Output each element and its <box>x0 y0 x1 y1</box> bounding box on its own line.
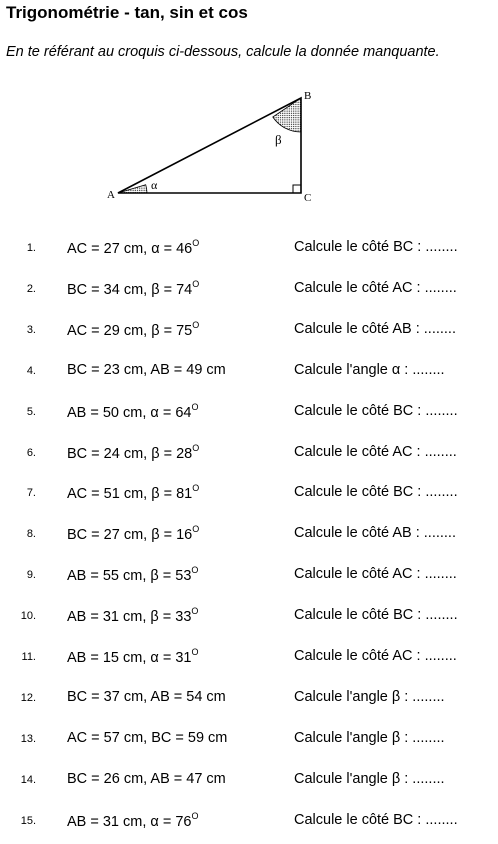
exercise-row <box>0 362 498 382</box>
exercise-row <box>0 403 498 423</box>
exercise-row <box>0 444 498 464</box>
exercise-task: Calcule le côté AC : ........ <box>294 648 457 664</box>
exercise-number: 9. <box>26 569 36 582</box>
exercise-given <box>67 239 199 257</box>
exercise-given-text: BC = 27 cm, β = 16 <box>67 527 193 544</box>
exercise-task: Calcule le côté AB : ........ <box>294 525 456 542</box>
exercise-number: 12. <box>20 691 36 704</box>
exercise-given-text: AC = 57 cm, BC = 59 cm <box>67 729 228 746</box>
label-angle-alpha: α <box>151 178 158 192</box>
exercise-row <box>0 730 498 750</box>
exercise-given <box>67 525 199 543</box>
exercise-given-text: AC = 27 cm, α = 46 <box>67 240 193 257</box>
exercise-task: Calcule le côté BC : ........ <box>294 402 458 419</box>
exercise-given <box>67 689 226 705</box>
exercise-task: Calcule le côté BC : ........ <box>294 811 458 828</box>
exercise-given-text: BC = 23 cm, AB = 49 cm <box>67 361 226 378</box>
exercise-given-text: AB = 50 cm, α = 64 <box>67 404 192 421</box>
exercise-given <box>67 362 226 378</box>
degree-marker: O <box>191 565 199 576</box>
exercise-given <box>67 566 198 584</box>
exercise-given <box>67 648 198 666</box>
exercise-given <box>67 771 226 787</box>
exercise-row <box>0 566 498 586</box>
exercise-row <box>0 648 498 668</box>
degree-marker: O <box>191 606 199 617</box>
exercise-number: 14. <box>20 773 36 786</box>
page-title: Trigonométrie - tan, sin et cos <box>6 3 248 22</box>
exercise-number: 10. <box>20 610 36 623</box>
exercise-task: Calcule le côté AC : ........ <box>294 566 457 583</box>
exercise-task: Calcule le côté AC : ........ <box>294 279 457 296</box>
exercise-given-text: AB = 15 cm, α = 31 <box>67 649 192 666</box>
label-angle-beta: β <box>275 132 282 147</box>
exercise-given-text: AC = 29 cm, β = 75 <box>67 322 193 339</box>
exercise-row <box>0 280 498 300</box>
exercise-given-text: AB = 31 cm, α = 76 <box>67 813 192 830</box>
degree-marker: O <box>192 238 200 248</box>
exercise-given-text: BC = 34 cm, β = 74 <box>67 281 193 298</box>
right-angle-mark <box>293 185 301 193</box>
exercise-task: Calcule l'angle β : ........ <box>294 688 445 705</box>
exercise-task: Calcule l'angle β : ........ <box>294 770 445 787</box>
exercise-task: Calcule le côté AB : ........ <box>294 320 456 337</box>
degree-marker: O <box>192 442 200 453</box>
exercise-given <box>67 730 227 746</box>
triangle-abc <box>118 98 301 193</box>
exercise-given-text: AB = 31 cm, β = 33 <box>67 608 192 625</box>
exercise-row <box>0 812 498 832</box>
exercise-number: 1. <box>26 242 36 254</box>
label-vertex-c: C <box>304 192 312 204</box>
exercise-row <box>0 484 498 504</box>
instructions: En te référant au croquis ci-dessous, calcule la donnée manquante. <box>6 44 440 60</box>
angle-beta-shading <box>273 98 301 132</box>
exercise-given <box>67 607 198 625</box>
exercise-given-text: BC = 37 cm, AB = 54 cm <box>67 688 226 705</box>
exercise-row <box>0 689 498 709</box>
exercise-task: Calcule le côté BC : ........ <box>294 239 458 255</box>
exercise-number: 11. <box>21 651 36 663</box>
exercise-row <box>0 607 498 627</box>
degree-marker: O <box>191 810 199 821</box>
exercise-given-text: BC = 26 cm, AB = 47 cm <box>67 770 226 787</box>
exercise-row <box>0 321 498 341</box>
exercise-task: Calcule le côté BC : ........ <box>294 607 458 624</box>
exercise-row <box>0 525 498 545</box>
exercise-number: 3. <box>26 323 36 336</box>
exercise-given <box>67 444 199 462</box>
exercise-given <box>67 321 199 339</box>
exercise-number: 2. <box>26 282 36 295</box>
exercise-number: 4. <box>26 364 36 377</box>
exercise-task: Calcule l'angle β : ........ <box>294 729 445 746</box>
exercise-given <box>67 403 198 421</box>
exercise-row <box>0 239 498 259</box>
exercise-task: Calcule le côté BC : ........ <box>294 484 458 501</box>
degree-marker: O <box>192 483 200 494</box>
exercise-given-text: AC = 51 cm, β = 81 <box>67 486 193 503</box>
exercise-given <box>67 484 199 502</box>
exercise-number: 13. <box>20 732 36 745</box>
degree-marker: O <box>191 647 199 657</box>
exercise-task: Calcule l'angle α : ........ <box>294 361 445 378</box>
degree-marker: O <box>192 524 200 535</box>
exercise-number: 6. <box>26 446 36 459</box>
exercise-row <box>0 771 498 791</box>
exercise-given <box>67 812 198 830</box>
exercise-given-text: BC = 24 cm, β = 28 <box>67 445 193 462</box>
degree-marker: O <box>192 319 200 330</box>
exercise-number: 15. <box>20 814 36 827</box>
exercise-given-text: AB = 55 cm, β = 53 <box>67 568 192 585</box>
right-triangle-diagram <box>0 82 498 212</box>
exercise-number: 8. <box>26 528 36 541</box>
degree-marker: O <box>192 278 200 289</box>
label-vertex-a: A <box>107 189 115 201</box>
exercise-number: 5. <box>26 405 36 418</box>
degree-marker: O <box>191 401 199 412</box>
exercise-number: 7. <box>26 487 36 500</box>
label-vertex-b: B <box>304 90 312 102</box>
exercise-given <box>67 280 199 298</box>
exercise-task: Calcule le côté AC : ........ <box>294 443 457 460</box>
